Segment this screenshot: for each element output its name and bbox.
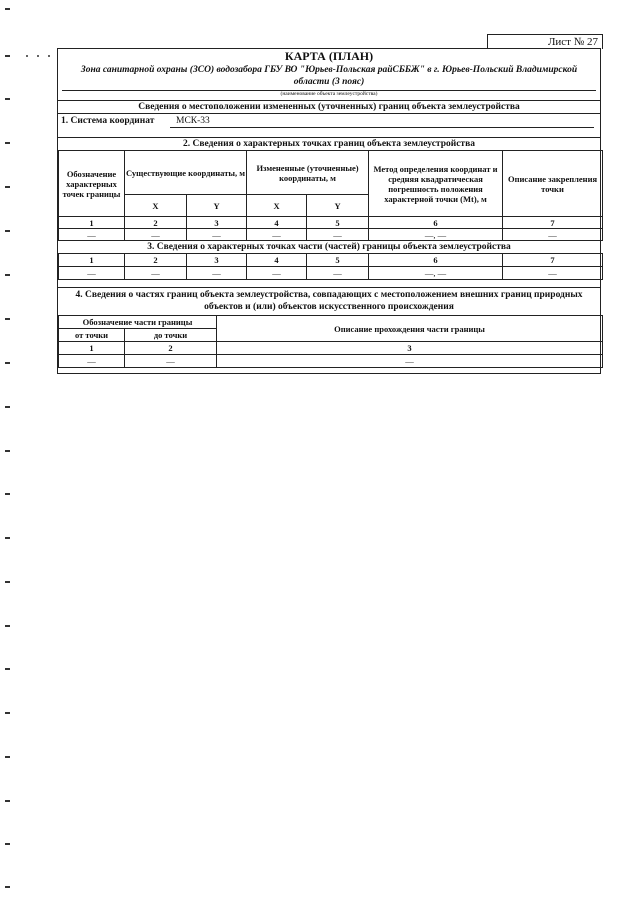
part-points-table — [58, 253, 603, 280]
column-number-row — [59, 342, 603, 355]
margin-mark — [5, 843, 10, 845]
table-cell: — — [59, 267, 125, 280]
margin-mark — [5, 142, 10, 144]
table-cell: — — [503, 267, 603, 280]
header-changed-coords: Измененные (уточненные) координаты, м — [247, 151, 369, 195]
column-number: 1 — [59, 254, 125, 267]
header-fixing-description: Описание закрепления точки — [503, 151, 603, 217]
header-changed-x: X — [247, 195, 307, 217]
table-cell: — — [59, 229, 125, 241]
table-row — [59, 355, 603, 368]
column-number-row — [59, 217, 603, 229]
column-number: 1 — [59, 342, 125, 355]
column-number: 2 — [125, 342, 217, 355]
margin-mark — [5, 362, 10, 364]
column-number: 1 — [59, 217, 125, 229]
margin-mark — [5, 55, 10, 57]
coord-system-row — [58, 113, 600, 137]
header-boundary-part: Обозначение части границы — [59, 316, 217, 329]
margin-mark — [5, 318, 10, 320]
header-method: Метод определения координат и средняя квадратическая погрешность положения характерной точки (Mt), м — [369, 151, 503, 217]
margin-mark — [5, 406, 10, 408]
margin-mark — [5, 274, 10, 276]
column-number: 3 — [187, 254, 247, 267]
coord-system-label: 1. Система координат — [61, 116, 155, 126]
margin-mark — [37, 55, 39, 57]
margin-mark — [5, 581, 10, 583]
margin-mark — [5, 625, 10, 627]
column-number: 6 — [369, 254, 503, 267]
margin-mark — [48, 55, 50, 57]
margin-mark — [5, 886, 10, 888]
column-number: 2 — [125, 254, 187, 267]
column-number: 7 — [503, 217, 603, 229]
column-number: 6 — [369, 217, 503, 229]
column-number: 4 — [247, 217, 307, 229]
margin-mark — [5, 493, 10, 495]
column-number: 2 — [125, 217, 187, 229]
header-passage-description: Описание прохождения части границы — [217, 316, 603, 342]
header-from-point: от точки — [59, 329, 125, 342]
column-number: 7 — [503, 254, 603, 267]
table-cell: — — [307, 229, 369, 241]
margin-mark — [26, 55, 28, 57]
object-name: Зона санитарной охраны (ЗСО) водозабора ГБУ ВО "Юрьев-Польская райСББЖ" в г. Юрьев-Польский Владимирской области (3 пояс) — [80, 65, 578, 87]
document-title: КАРТА (ПЛАН) — [284, 49, 374, 63]
margin-mark — [5, 668, 10, 670]
table-cell: —, — — [369, 229, 503, 241]
table-cell: — — [125, 267, 187, 280]
table-cell: — — [59, 355, 125, 368]
margin-mark — [5, 756, 10, 758]
margin-mark — [5, 537, 10, 539]
boundary-parts-table — [58, 315, 603, 368]
object-name-caption: (наименование объекта землеустройства) — [280, 91, 378, 97]
column-number: 3 — [217, 342, 603, 355]
column-number: 5 — [307, 254, 369, 267]
margin-mark — [5, 450, 10, 452]
margin-mark — [5, 800, 10, 802]
header-existing-coords: Существующие координаты, м — [125, 151, 247, 195]
sheet-number: Лист № 27 — [547, 36, 598, 48]
table-cell: — — [217, 355, 603, 368]
table-row — [59, 267, 603, 280]
table-cell: — — [503, 229, 603, 241]
margin-mark — [5, 712, 10, 714]
margin-mark — [5, 8, 10, 10]
header-existing-x: X — [125, 195, 187, 217]
section4-heading: 4. Сведения о частях границ объекта землеустройства, совпадающих с местоположением внешних границ природных объектов и (или) объектов искусственного происхождения — [58, 287, 600, 315]
table-cell: — — [247, 267, 307, 280]
document-frame — [57, 48, 601, 374]
header-existing-y: Y — [187, 195, 247, 217]
table-cell: — — [187, 229, 247, 241]
column-number: 5 — [307, 217, 369, 229]
column-number-row — [59, 254, 603, 267]
table-cell: — — [125, 355, 217, 368]
sheet-number-box — [487, 34, 603, 49]
table-cell: — — [307, 267, 369, 280]
table-cell: — — [125, 229, 187, 241]
header-to-point: до точки — [125, 329, 217, 342]
section3-heading: 3. Сведения о характерных точках части (частей) границы объекта землеустройства — [58, 240, 600, 253]
table-cell: —, — — [369, 267, 503, 280]
column-number: 3 — [187, 217, 247, 229]
table-row — [59, 229, 603, 241]
coord-system-underline — [170, 127, 594, 128]
points-table — [58, 150, 603, 241]
margin-mark — [5, 230, 10, 232]
table-cell: — — [187, 267, 247, 280]
coord-system-value: МСК-33 — [176, 116, 210, 126]
table-cell: — — [247, 229, 307, 241]
margin-mark — [5, 186, 10, 188]
header-point-designation: Обозначение характерных точек границы — [59, 151, 125, 217]
column-number: 4 — [247, 254, 307, 267]
section1-heading: Сведения о местоположении измененных (уточненных) границ объекта землеустройства — [58, 100, 600, 113]
section2-heading: 2. Сведения о характерных точках границ объекта землеустройства — [58, 137, 600, 150]
margin-mark — [5, 98, 10, 100]
header-changed-y: Y — [307, 195, 369, 217]
